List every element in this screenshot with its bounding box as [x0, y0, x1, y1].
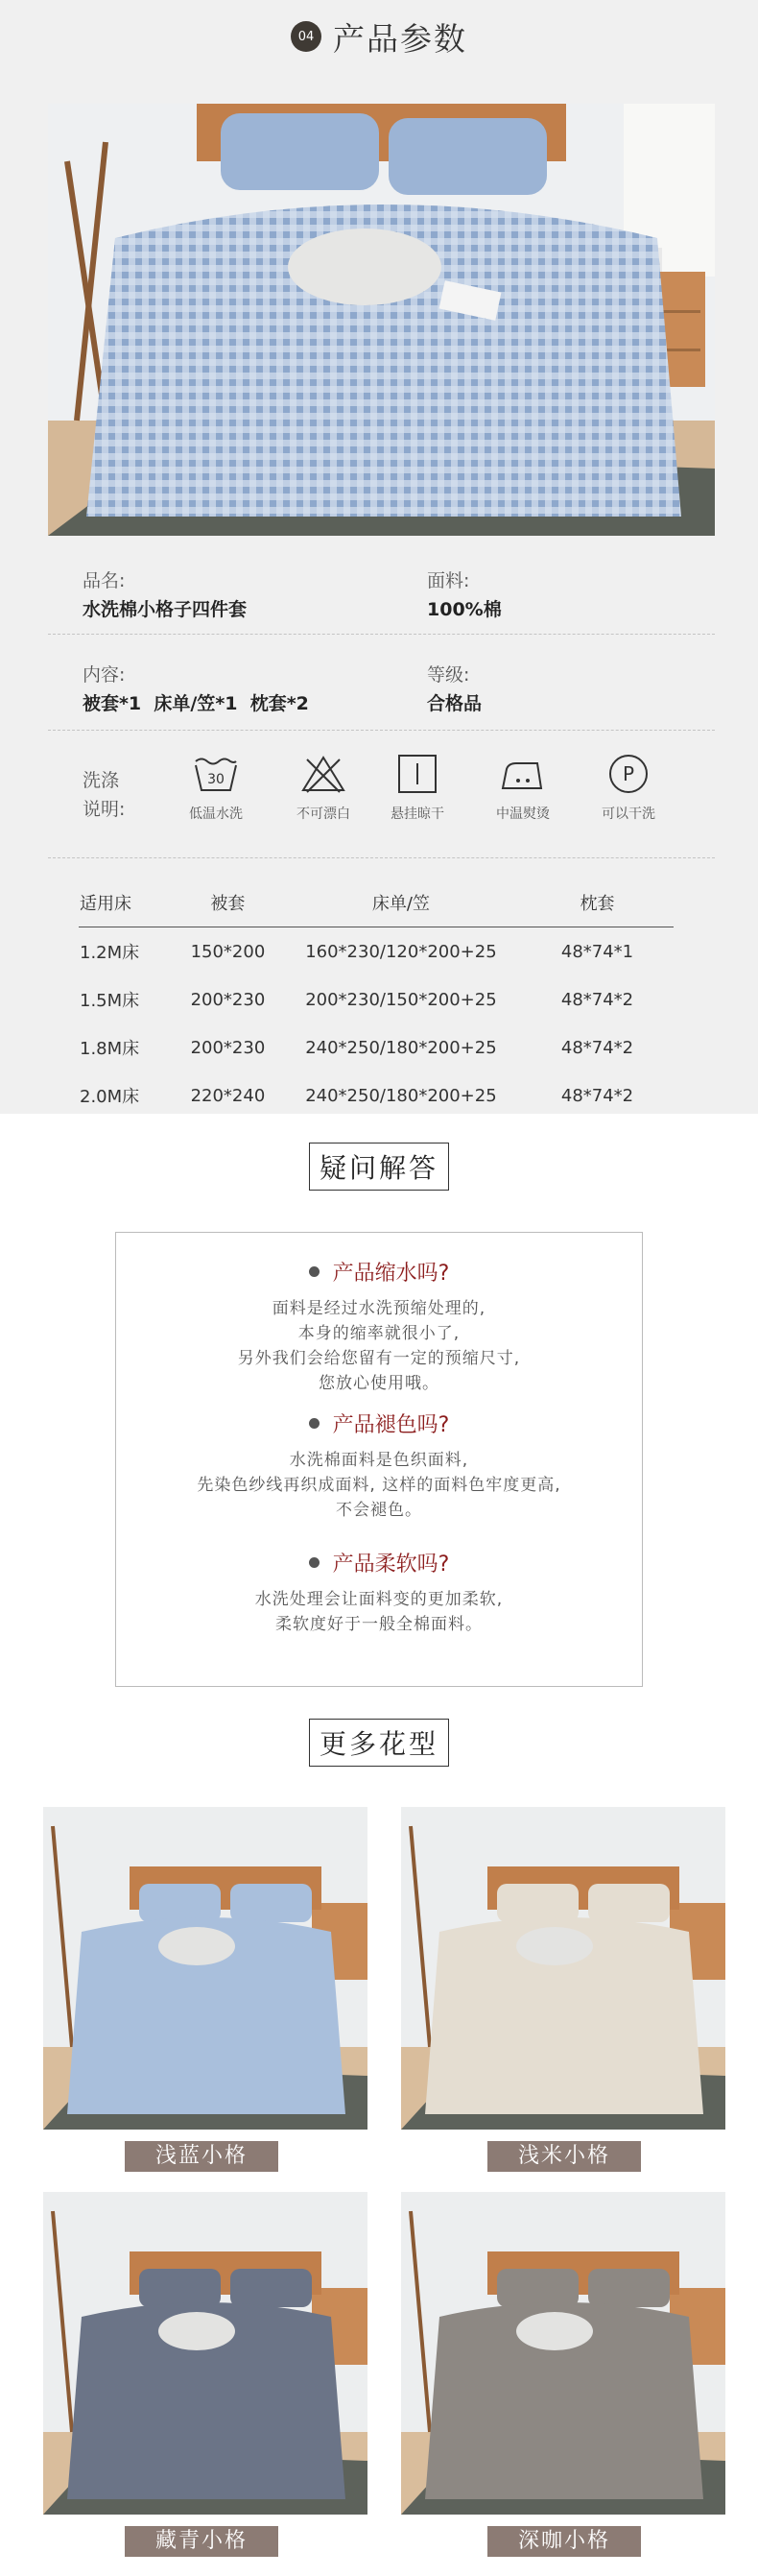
params-header [0, 10, 758, 63]
table-row [79, 927, 674, 976]
faq-answer: 面料是经过水洗预缩处理的, 本身的缩率就很小了, 另外我们会给您留有一定的预缩尺寸, 您放心使用哦。 [237, 1299, 521, 1393]
fabric-value: 100%棉 [427, 599, 502, 620]
table-cell: 160*230/120*200+25 [305, 941, 497, 962]
bedroom-thumbnail-image [43, 2192, 367, 2515]
faq-item [116, 1408, 642, 1523]
care-no-bleach-label: 不可漂白 [296, 807, 350, 822]
iron-icon [499, 754, 547, 794]
table-cell: 200*230 [190, 989, 266, 1010]
care-dry-clean [576, 754, 681, 823]
care-wash-label: 低温水洗 [189, 807, 243, 822]
table-cell: 1.8M床 [80, 1039, 140, 1059]
style-card[interactable] [401, 1807, 725, 2168]
care-hang-dry [365, 754, 470, 823]
table-cell: 48*74*1 [560, 941, 634, 962]
size-table [79, 879, 674, 1119]
care-label [83, 766, 140, 824]
table-row [79, 1071, 674, 1119]
contents-value: 被套*1 床单/笠*1 枕套*2 [83, 693, 309, 714]
col-bed: 适用床 [79, 879, 175, 927]
table-cell: 1.2M床 [80, 943, 140, 963]
table-cell: 48*74*2 [560, 989, 634, 1010]
faq-question: 产品缩水吗? [116, 1257, 642, 1287]
faq-question: 产品柔软吗? [116, 1548, 642, 1577]
style-card[interactable] [43, 1807, 367, 2168]
style-thumbnail[interactable] [43, 2192, 367, 2515]
care-no-bleach [271, 754, 376, 823]
care-iron [470, 754, 576, 823]
table-row [79, 975, 674, 1023]
faq-title: 疑问解答 [309, 1143, 449, 1191]
table-cell: 220*240 [190, 1085, 266, 1106]
table-row [79, 1023, 674, 1071]
bedroom-thumbnail-image [401, 1807, 725, 2130]
care-label-line1: 洗涤 [83, 770, 120, 791]
contents-label: 内容: [83, 664, 126, 686]
faq-box [115, 1232, 643, 1687]
divider [48, 730, 715, 731]
fabric-label: 面料: [427, 570, 470, 591]
section-number-badge: 04 [291, 21, 321, 52]
divider [48, 857, 715, 858]
table-cell: 48*74*2 [560, 1037, 634, 1058]
name-label: 品名: [83, 570, 126, 591]
faq-item [116, 1257, 642, 1396]
table-cell: 240*250/180*200+25 [305, 1085, 497, 1106]
care-wash [163, 754, 269, 823]
faq-item [116, 1548, 642, 1637]
svg-text:30: 30 [207, 772, 225, 787]
grade-label: 等级: [427, 664, 470, 686]
wash-tub-icon [192, 754, 240, 794]
style-label[interactable]: 深咖小格 [487, 2526, 641, 2557]
table-cell: 48*74*2 [560, 1085, 634, 1106]
faq-answer: 水洗棉面料是色织面料, 先染色纱线再织成面料, 这样的面料色牢度更高, 不会褪色。 [197, 1451, 561, 1520]
bullet-icon [309, 1266, 320, 1277]
col-pillow: 枕套 [521, 879, 674, 927]
styles-title: 更多花型 [309, 1719, 449, 1767]
table-cell: 150*200 [190, 941, 266, 962]
name-value: 水洗棉小格子四件套 [83, 599, 248, 620]
faq-answer: 水洗处理会让面料变的更加柔软, 柔软度好于一般全棉面料。 [254, 1590, 504, 1634]
divider [48, 634, 715, 635]
care-dry-clean-label: 可以干洗 [602, 807, 655, 822]
product-hero-image [48, 104, 715, 536]
dry-clean-icon [604, 754, 652, 794]
table-cell: 240*250/180*200+25 [305, 1037, 497, 1058]
style-card[interactable] [401, 2192, 725, 2553]
bullet-icon [309, 1557, 320, 1568]
style-label[interactable]: 藏青小格 [125, 2526, 278, 2557]
grade-value: 合格品 [427, 693, 483, 714]
bullet-icon [309, 1418, 320, 1429]
style-card[interactable] [43, 2192, 367, 2553]
style-thumbnail[interactable] [401, 2192, 725, 2515]
svg-text:P: P [622, 762, 635, 785]
table-cell: 1.5M床 [80, 991, 140, 1011]
style-label[interactable]: 浅米小格 [487, 2141, 641, 2172]
table-cell: 200*230/150*200+25 [305, 989, 497, 1010]
styles-header [0, 1719, 758, 1767]
bedroom-thumbnail-image [401, 2192, 725, 2515]
no-bleach-icon [299, 754, 347, 794]
col-duvet: 被套 [175, 879, 281, 927]
style-thumbnail[interactable] [43, 1807, 367, 2130]
style-label[interactable]: 浅蓝小格 [125, 2141, 278, 2172]
faq-header [0, 1143, 758, 1191]
bedroom-thumbnail-image [43, 1807, 367, 2130]
table-cell: 2.0M床 [80, 1087, 140, 1107]
care-label-line2: 说明: [83, 799, 126, 820]
table-cell: 200*230 [190, 1037, 266, 1058]
params-title: 产品参数 [333, 19, 467, 58]
faq-question: 产品褪色吗? [116, 1408, 642, 1438]
size-table-header [79, 879, 674, 927]
style-thumbnail[interactable] [401, 1807, 725, 2130]
care-hang-dry-label: 悬挂晾干 [391, 807, 444, 822]
hang-dry-icon [393, 754, 441, 794]
col-sheet: 床单/笠 [281, 879, 521, 927]
care-iron-label: 中温熨烫 [496, 807, 550, 822]
